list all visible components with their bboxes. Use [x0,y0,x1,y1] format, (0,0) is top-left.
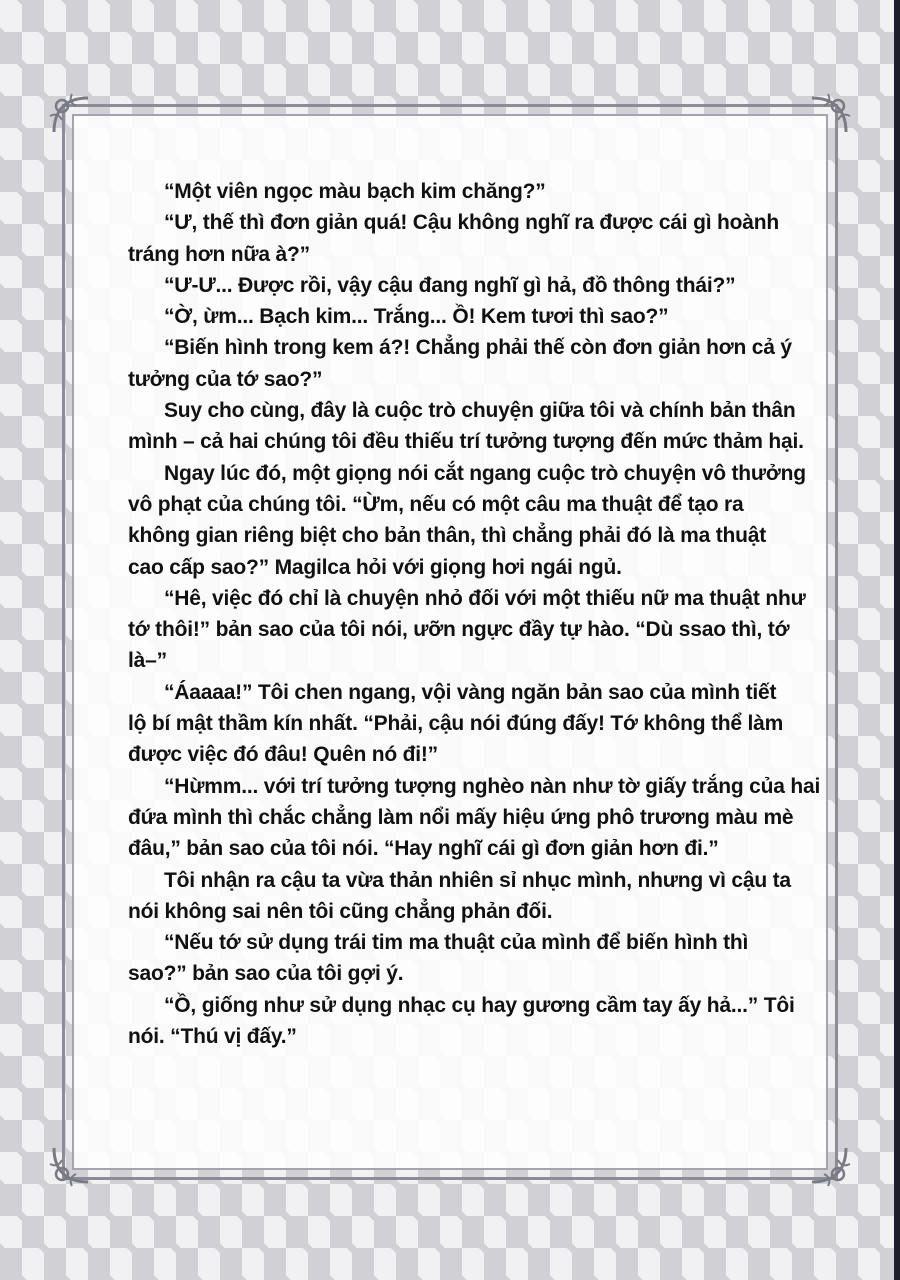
page-edge-strip [894,0,900,1280]
paragraph [128,583,806,677]
text-line: “Ư-Ư... Được rồi, vậy cậu đang nghĩ gì hả, đồ thông thái?” [164,273,736,297]
text-line: “Ồ, giống như sử dụng nhạc cụ hay gương cầm tay ấy hả...” Tôi [164,993,795,1017]
text-line: tớ thôi!” bản sao của tôi nói, ưỡn ngực đầy tự hào. “Dù ssao thì, tớ [128,618,790,642]
text-line: tưởng của tớ sao?” [128,367,323,391]
corner-ornament-icon [48,1142,94,1188]
text-line: sao?” bản sao của tôi gợi ý. [128,962,404,986]
text-line: Ngay lúc đó, một giọng nói cắt ngang cuộc trò chuyện vô thưởng [164,461,806,485]
text-line: Tôi nhận ra cậu ta vừa thản nhiên sỉ nhục mình, nhưng vì cậu ta [164,868,791,892]
paragraph [128,395,804,458]
text-line: “Ư, thế thì đơn giản quá! Cậu không nghĩ ra được cái gì hoành [164,211,779,235]
text-line: là–” [128,649,167,673]
text-line: lộ bí mật thầm kín nhất. “Phải, cậu nói đúng đấy! Tớ không thể làm [128,712,784,736]
paragraph [128,207,788,270]
paragraph [128,677,788,771]
paragraph [128,990,795,1053]
text-line: vô phạt của chúng tôi. “Ừm, nếu có một câu ma thuật để tạo ra [128,492,744,516]
text-line: đâu,” bản sao của tôi nói. “Hay nghĩ cái gì đơn giản hơn đi.” [128,837,719,861]
corner-ornament-icon [806,92,852,138]
corner-ornament-icon [48,92,94,138]
text-line: được việc đó đâu! Quên nó đi!” [128,743,438,767]
paragraph [128,458,806,583]
paragraph [128,332,792,395]
text-line: đứa mình thì chắc chẳng làm nổi mấy hiệu ứng phô trương màu mè [128,805,794,829]
text-line: “Một viên ngọc màu bạch kim chăng?” [164,180,546,203]
paragraph [128,865,791,928]
paragraph [128,771,821,865]
text-line: không gian riêng biệt cho bản thân, thì chẳng phải đó là ma thuật [128,524,767,548]
corner-ornament-icon [806,1142,852,1188]
text-line: “Nếu tớ sử dụng trái tim ma thuật của mình để biến hình thì [164,931,749,955]
text-line: “Ờ, ừm... Bạch kim... Trắng... Ồ! Kem tươi thì sao?” [164,305,669,329]
text-line: mình – cả hai chúng tôi đều thiếu trí tưởng tượng đến mức thảm hại. [128,430,804,454]
text-line: “Biến hình trong kem á?! Chẳng phải thế còn đơn giản hơn cả ý [164,336,792,360]
text-line: nói không sai nên tôi cũng chẳng phản đối. [128,899,553,923]
text-line: nói. “Thú vị đấy.” [128,1025,297,1049]
paragraph [128,270,788,301]
text-line: “Hừmm... với trí tưởng tượng nghèo nàn như tờ giấy trắng của hai [164,774,821,798]
text-line: cao cấp sao?” Magilca hỏi với giọng hơi ngái ngủ. [128,555,622,579]
text-line: Suy cho cùng, đây là cuộc trò chuyện giữa tôi và chính bản thân [164,399,796,423]
text-line: “Hê, việc đó chỉ là chuyện nhỏ đối với một thiếu nữ ma thuật như [164,586,806,610]
paragraph [128,927,788,990]
story-text [128,176,821,1052]
text-line: “Áaaaa!” Tôi chen ngang, vội vàng ngăn bản sao của mình tiết [164,680,777,704]
paragraph [128,176,788,207]
text-line: tráng hơn nữa à?” [128,242,310,266]
paragraph [128,301,788,332]
